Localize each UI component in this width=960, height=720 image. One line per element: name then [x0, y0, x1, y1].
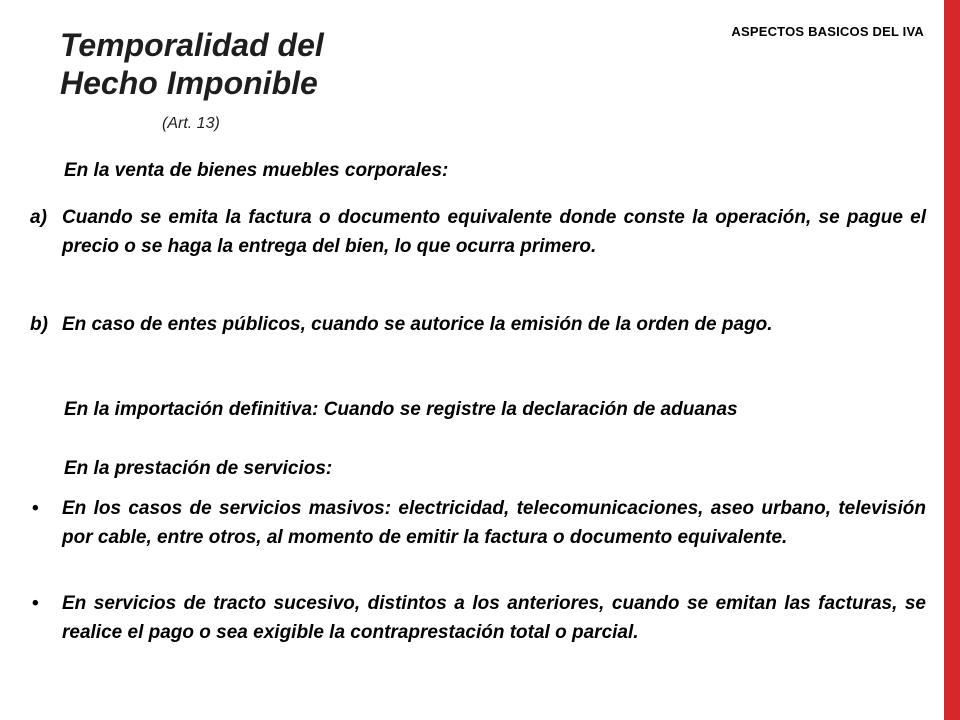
list-item-b-text: En caso de entes públicos, cuando se autorice la emisión de la orden de pago.: [62, 314, 773, 335]
list-item-a: [30, 203, 926, 261]
bullet-item-tracto-sucesivo: [30, 589, 926, 647]
slide-title: [60, 26, 400, 102]
list-item-a-text: Cuando se emita la factura o documento equivalente donde conste la operación, se pague el precio o se haga la entrega del bien, lo que ocurra primero.: [62, 207, 926, 257]
section-heading-servicios: En la prestación de servicios:: [64, 458, 333, 479]
list-marker-a: a): [30, 207, 47, 228]
slide-title-line-2: Hecho Imponible: [60, 65, 318, 101]
section-heading-venta: En la venta de bienes muebles corporales:: [64, 160, 449, 181]
list-marker-b: b): [30, 314, 48, 335]
bullet-item-servicios-masivos: [30, 494, 926, 552]
bullet-item-servicios-masivos-text: En los casos de servicios masivos: electricidad, telecomunicaciones, aseo urbano, televisión por cable, entre otros, al momento de emitir la factura o documento equivalente.: [62, 498, 926, 548]
slide-title-line-1: Temporalidad del: [60, 27, 324, 63]
section-heading-importacion: En la importación definitiva: Cuando se registre la declaración de aduanas: [64, 399, 738, 420]
bullet-marker: •: [32, 498, 39, 519]
slide-subtitle: (Art. 13): [162, 115, 220, 132]
list-item-b: [30, 310, 926, 339]
accent-side-bar: [944, 0, 960, 720]
bullet-marker: •: [32, 593, 39, 614]
header-label: ASPECTOS BASICOS DEL IVA: [731, 24, 924, 39]
bullet-item-tracto-sucesivo-text: En servicios de tracto sucesivo, distintos a los anteriores, cuando se emitan las facturas, se realice el pago o sea exigible la contraprestación total o parcial.: [62, 593, 926, 643]
